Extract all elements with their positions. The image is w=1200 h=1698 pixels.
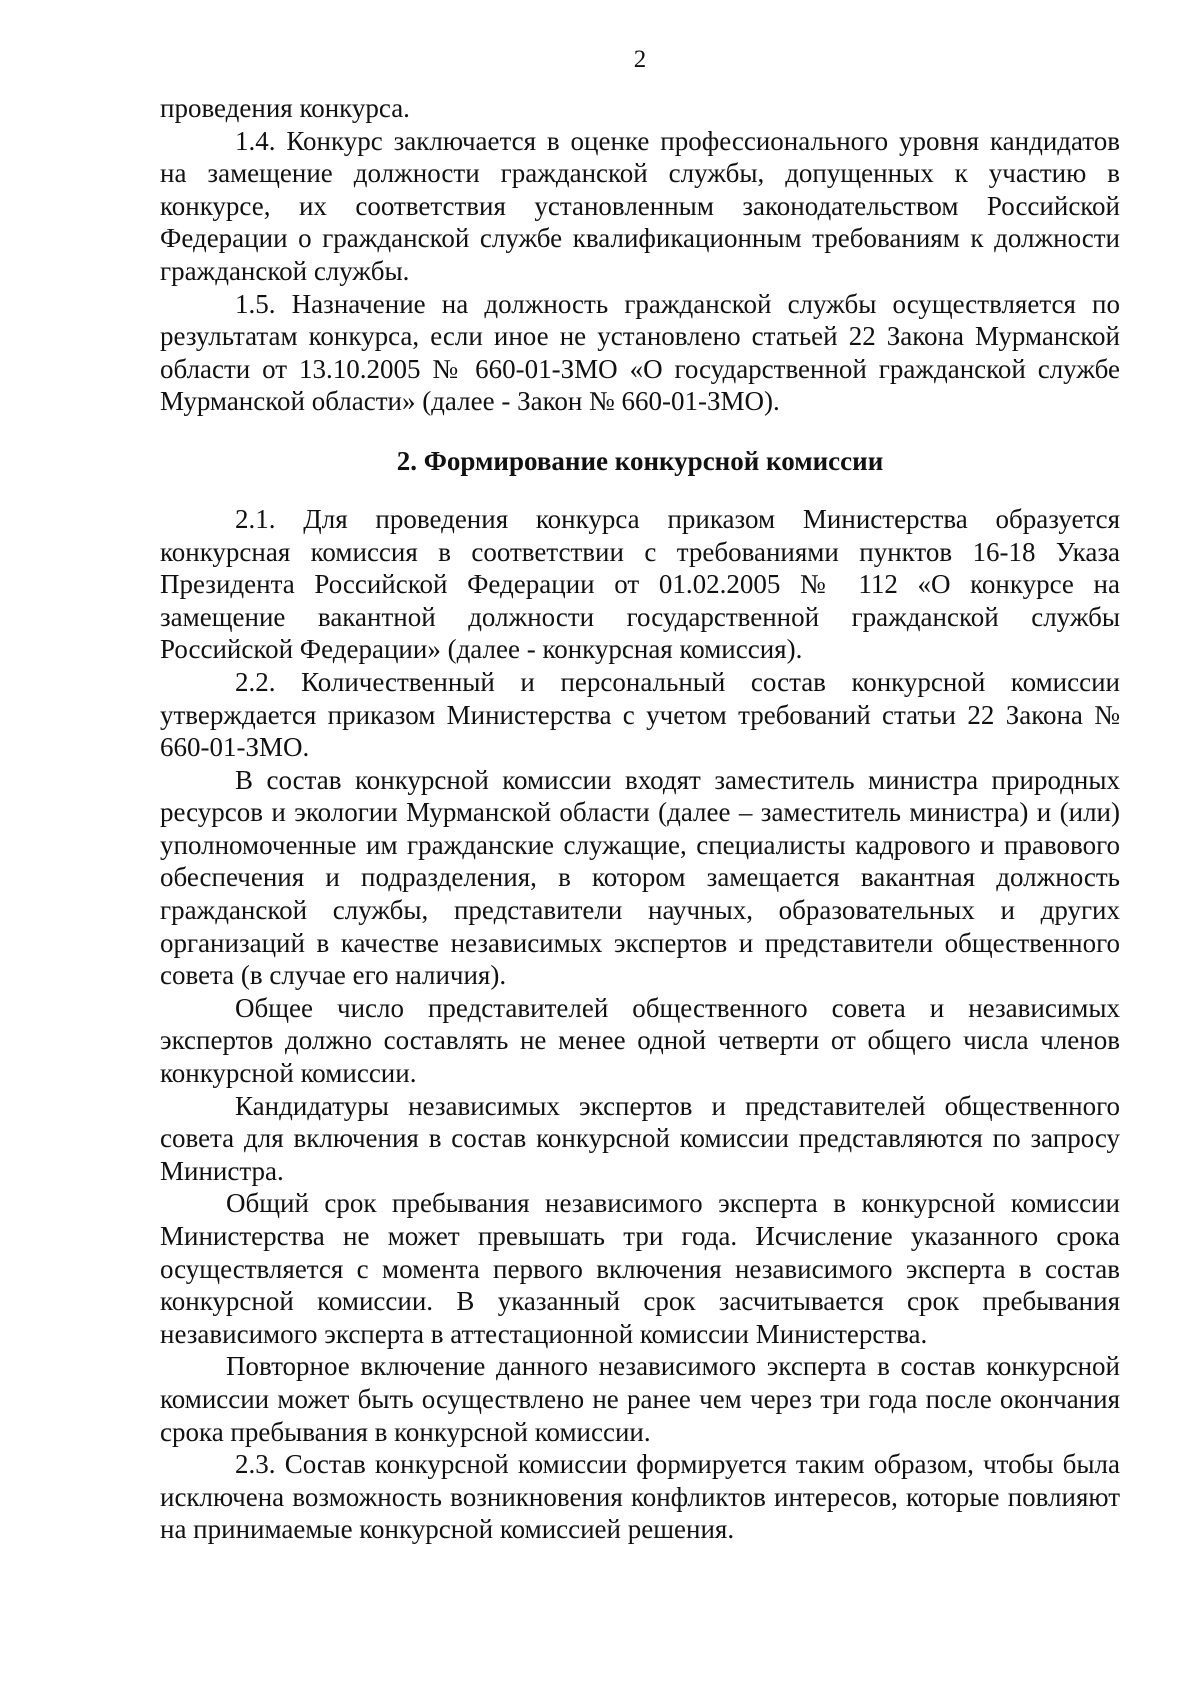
paragraph-repeat-inclusion: Повторное включение данного независимого эксперта в состав конкурсной комиссии может быть осуществлено не ранее чем через три года после окончания срока пребывания в конкурсной комиссии. [160, 1351, 1120, 1447]
paragraph-expert-term: Общий срок пребывания независимого эксперта в конкурсной комиссии Министерства не может превышать три года. Исчисление указанного срока осуществляется с момента первого включения независимого эксперта в состав конкурсной комиссии. В указанный срок засчитывается срок пребывания независимого эксперта в аттестационной комиссии Министерства. [160, 1188, 1120, 1349]
paragraph-1-5: 1.5. Назначение на должность гражданской службы осуществляется по результатам конкурса, если иное не установлено статьей 22 Закона Мурманской области от 13.10.2005 № 660-01-ЗМО «О государственной гражданской службе Мурманской области» (далее - Закон № 660-01-ЗМО). [160, 288, 1120, 417]
section-title: 2. Формирование конкурсной комиссии [396, 445, 884, 476]
paragraph-commission-members: В состав конкурсной комиссии входят заместитель министра природных ресурсов и экологии Мурманской области (далее – заместитель министра) и (или) уполномоченные им гражданские служащие, специалисты кадрового и правового обеспечения и подразделения, в котором замещается вакантная должность гражданской службы, представители научных, образовательных и других организаций в качестве независимых экспертов и представители общественного совета (в случае его наличия). [160, 764, 1120, 991]
paragraph-continuation: проведения конкурса. [160, 93, 410, 123]
paragraph-2-2: 2.2. Количественный и персональный состав конкурсной комиссии утверждается приказом Министерства с учетом требований статьи 22 Закона № 660-01-ЗМО. [160, 666, 1120, 763]
paragraph-candidates: Кандидатуры независимых экспертов и представителей общественного совета для включения в состав конкурсной комиссии представляются по запросу Министра. [160, 1090, 1120, 1186]
paragraph-quarter-rule: Общее число представителей общественного совета и независимых экспертов должно составлять не менее одной четверти от общего числа членов конкурсной комиссии. [160, 992, 1120, 1089]
paragraph-1-4: 1.4. Конкурс заключается в оценке профессионального уровня кандидатов на замещение должности гражданской службы, допущенных к участию в конкурсе, их соответствия установленным законодательством Российской Федерации о гражданской службе квалификационным требованиям к должности гражданской службы. [160, 125, 1120, 286]
paragraph-2-1: 2.1. Для проведения конкурса приказом Министерства образуется конкурсная комиссия в соответствии с требованиями пунктов 16-18 Указа Президента Российской Федерации от 01.02.2005 № 112 «О конкурсе на замещение вакантной должности государственной гражданской службы Российской Федерации» (далее - конкурсная комиссия). [160, 503, 1120, 665]
paragraph-2-3: 2.3. Состав конкурсной комиссии формируется таким образом, чтобы была исключена возможность возникновения конфликтов интересов, которые повлияют на принимаемые конкурсной комиссией решения. [160, 1449, 1120, 1545]
document-body [160, 92, 1120, 1546]
page-number: 2 [633, 46, 647, 73]
